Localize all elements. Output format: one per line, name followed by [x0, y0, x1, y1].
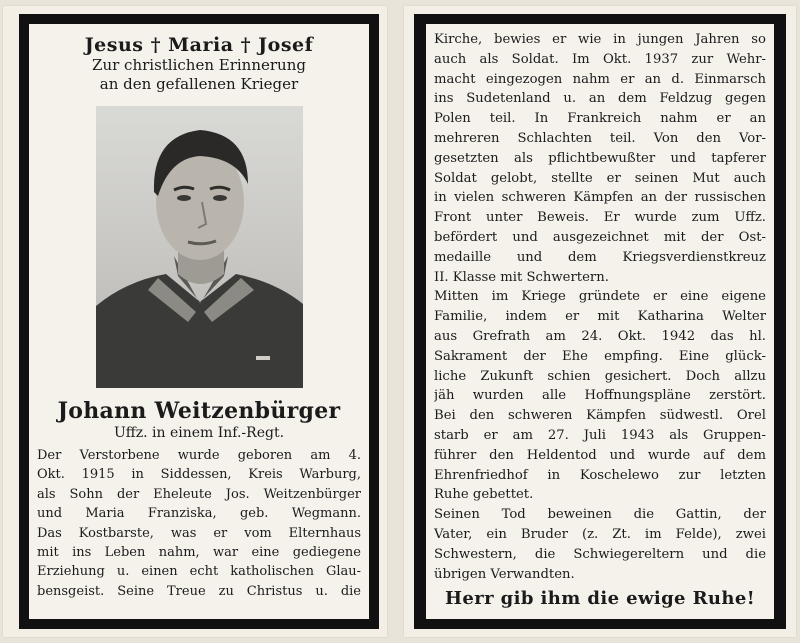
text-line: Front unter Beweis. Er wurde zum Uffz. — [434, 210, 766, 226]
text-line: aus Grefrath am 24. Okt. 1942 das hl. — [434, 328, 766, 344]
text-line: jäh wurden alle Hoffnungspläne zerstört. — [434, 388, 766, 404]
portrait-photo — [96, 106, 303, 388]
right-card — [404, 6, 796, 637]
text-line: führer den Heldentod und wurde auf dem — [434, 447, 766, 463]
text-line: Mitten im Kriege gründete er eine eigene — [434, 289, 766, 305]
bio-line: mit ins Leben nahm, war eine gediegene — [37, 545, 361, 561]
text-line: befördert und ausgezeichnet mit der Ost- — [434, 229, 766, 245]
text-line: ins Sudetenland u. an dem Feldzug gegen — [434, 91, 766, 107]
bio-line: Okt. 1915 in Siddessen, Kreis Warburg, — [37, 467, 361, 483]
text-line: Seinen Tod beweinen die Gattin, der — [434, 507, 766, 523]
bio-line: als Sohn der Eheleute Jos. Weitzenbürger — [37, 486, 361, 502]
text-line: in vielen schweren Kämpfen an der russischen — [434, 190, 766, 206]
left-card — [3, 6, 387, 637]
text-line: medaille und dem Kriegsverdienstkreuz — [434, 249, 766, 265]
soldier-portrait-illustration — [96, 106, 303, 388]
bio-line: und Maria Franziska, geb. Wegmann. — [37, 506, 361, 522]
text-line: macht eingezogen nahm er an d. Einmarsch — [434, 71, 766, 87]
text-line: starb er am 27. Juli 1943 als Gruppen- — [434, 427, 766, 443]
bio-line: bensgeist. Seine Treue zu Christus u. die — [37, 583, 361, 599]
text-line: liche Zukunft schien gesichert. Doch allzu — [434, 368, 766, 384]
deceased-name: Johann Weitzenbürger — [57, 398, 341, 424]
mourning-border-right — [414, 14, 786, 629]
biography-left — [37, 446, 361, 601]
biography-right — [434, 30, 766, 584]
text-line: Soldat gelobt, stellte er seinen Mut auch — [434, 170, 766, 186]
text-line: Sakrament der Ehe empfing. Eine glück- — [434, 348, 766, 364]
closing-blessing: Herr gib ihm die ewige Ruhe! — [444, 588, 756, 609]
text-line: Polen teil. In Frankreich nahm er an — [434, 111, 766, 127]
text-line: Bei den schweren Kämpfen südwestl. Orel — [434, 408, 766, 424]
text-line: Ruhe gebettet. — [434, 487, 534, 503]
text-line: auch als Soldat. Im Okt. 1937 zur Wehr- — [434, 51, 766, 67]
bio-line: Das Kostbarste, was er vom Elternhaus — [37, 525, 361, 541]
text-line: Kirche, bewies er wie in jungen Jahren so — [434, 32, 766, 47]
mourning-border-left — [19, 14, 379, 629]
fallen-soldier-line: an den gefallenen Krieger — [99, 75, 299, 93]
text-line: Familie, indem er mit Katharina Welter — [434, 309, 766, 325]
bio-line: Der Verstorbene wurde geboren am 4. — [37, 448, 361, 463]
text-line: Vater, ein Bruder (z. Zt. im Felde), zwei — [434, 526, 766, 542]
text-line: übrigen Verwandten. — [434, 566, 575, 582]
military-rank: Uffz. in einem Inf.-Regt. — [113, 425, 285, 441]
text-line: II. Klasse mit Schwertern. — [434, 269, 609, 285]
text-line: gesetzten als pflichtbewußter und tapferer — [434, 150, 766, 166]
text-line: Schwestern, die Schwiegereltern und die — [434, 546, 766, 562]
bio-line: Erziehung u. einen echt katholischen Glau- — [37, 564, 361, 580]
remembrance-line: Zur christlichen Erinnerung — [92, 56, 306, 74]
invocation-heading: Jesus † Maria † Josef — [84, 34, 314, 56]
text-line: Ehrenfriedhof in Koschelewo zur letzten — [434, 467, 766, 483]
text-line: mehreren Schlachten teil. Von den Vor- — [434, 130, 766, 146]
